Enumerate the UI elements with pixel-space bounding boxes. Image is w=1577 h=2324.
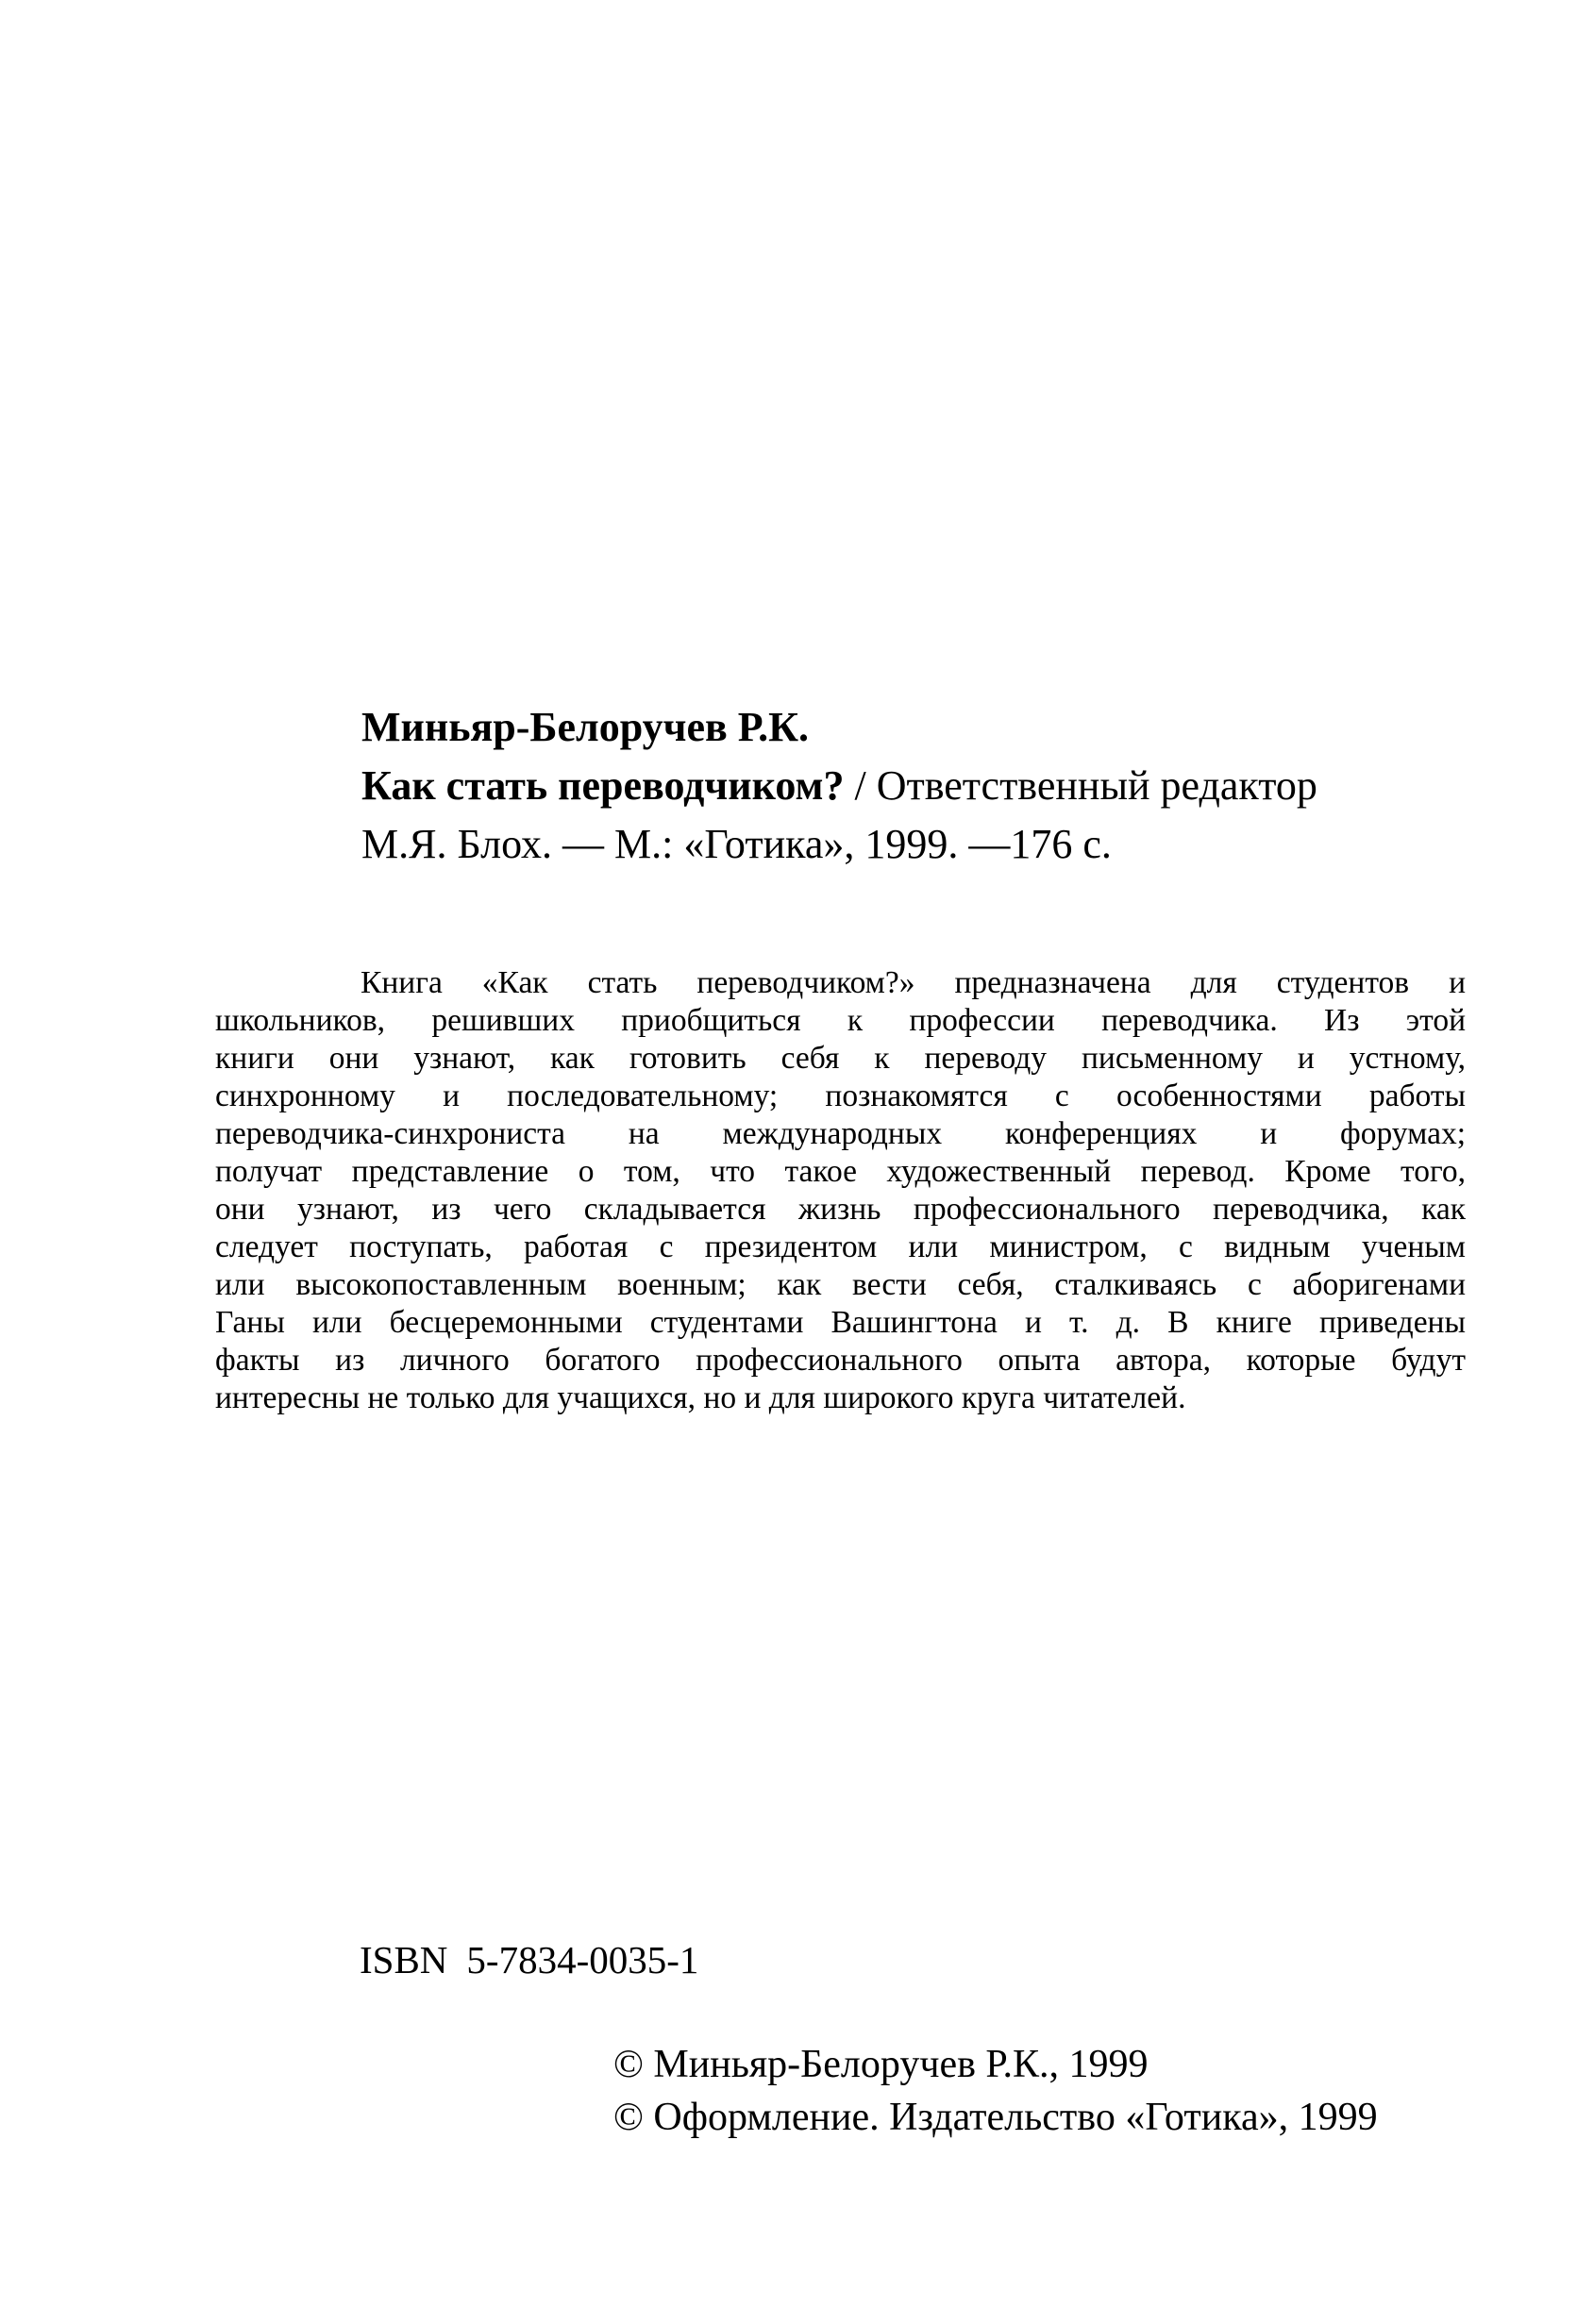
abstract-line: получат представление о том, что такое художественный перевод. Кроме того, xyxy=(215,1154,1466,1189)
copyright-block xyxy=(613,2038,1378,2144)
abstract-line: книги они узнают, как готовить себя к переводу письменному и устному, xyxy=(215,1041,1466,1076)
author-name: Миньяр-Белоручев Р.К. xyxy=(361,704,810,750)
abstract-line: следует поступать, работая с президентом или министром, с видным ученым xyxy=(215,1229,1466,1264)
abstract-line: школьников, решивших приобщиться к профессии переводчика. Из этой xyxy=(215,1003,1466,1038)
isbn-label: ISBN xyxy=(360,1938,448,1981)
copyright-design: © Оформление. Издательство «Готика», 1999 xyxy=(613,2096,1378,2139)
abstract xyxy=(215,964,1466,1417)
isbn-number: 5-7834-0035-1 xyxy=(466,1938,699,1981)
abstract-line: интересны не только для учащихся, но и для широкого круга читателей. xyxy=(215,1380,1186,1415)
abstract-line: Ганы или бесцеремонными студентами Вашингтона и т. д. В книге приведены xyxy=(215,1305,1466,1340)
abstract-line: факты из личного богатого профессионального опыта автора, которые будут xyxy=(215,1343,1466,1378)
bibliographic-record xyxy=(361,698,1475,874)
copyright-author: © Миньяр-Белоручев Р.К., 1999 xyxy=(613,2043,1149,2086)
abstract-line: переводчика-синхрониста на международных конференциях и форумах; xyxy=(215,1116,1466,1151)
abstract-line: они узнают, из чего складывается жизнь профессионального переводчика, как xyxy=(215,1192,1466,1227)
title-line xyxy=(361,757,1475,815)
isbn xyxy=(360,1936,698,1983)
abstract-line: Книга «Как стать переводчиком?» предназначена для студентов и xyxy=(361,965,1466,1000)
imprint-line: М.Я. Блох. — М.: «Готика», 1999. —176 с. xyxy=(361,821,1112,867)
responsibility-statement: / Ответственный редактор xyxy=(844,762,1317,809)
book-title: Как стать переводчиком? xyxy=(361,762,845,809)
abstract-line: синхронному и последовательному; познакомятся с особенностями работы xyxy=(215,1078,1466,1113)
abstract-line: или высокопоставленным военным; как вести себя, сталкиваясь с аборигенами xyxy=(215,1267,1466,1302)
